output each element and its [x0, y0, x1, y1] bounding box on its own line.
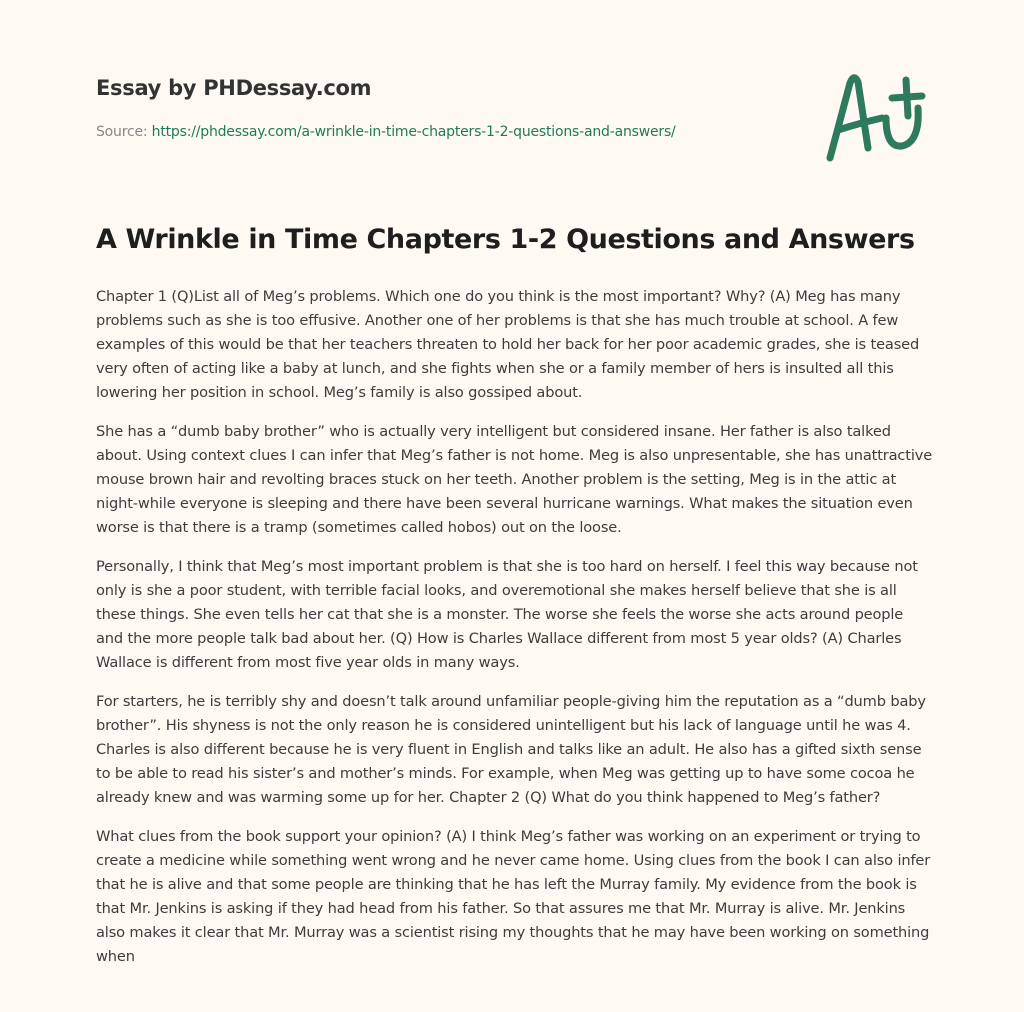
source-link[interactable]: https://phdessay.com/a-wrinkle-in-time-chapters-1-2-questions-and-answers/	[151, 124, 676, 140]
site-brand: Essay by PHDessay.com	[96, 76, 372, 100]
paragraph: Chapter 1 (Q)List all of Meg’s problems. Which one do you think is the most important? Why? (A) Meg has many problems such as she is too effusive. Another one of her problems is that she has much trouble at school. A few examples of this would be that her teachers threaten to hold her back for her poor academic grades, she is teased very often of acting like a baby at lunch, and she fights when she or a family member of hers is insulted all this lowering her position in school. Meg’s family is also gossiped about.	[96, 288, 920, 401]
page-title: A Wrinkle in Time Chapters 1-2 Questions and Answers	[96, 224, 915, 255]
paragraph: Personally, I think that Meg’s most important problem is that she is too hard on herself. I feel this way because not only is she a poor student, with terrible facial looks, and overemotional she makes herself believe that she is all these things. She even tells her cat that she is a monster. The worse she feels the worse she acts around people and the more people talk bad about her. (Q) How is Charles Wallace different from most 5 year olds? (A) Charles Wallace is different from most five year olds in many ways.	[96, 558, 918, 671]
paragraph: For starters, he is terribly shy and doesn’t talk around unfamiliar people-giving him the reputation as a “dumb baby brother”. His shyness is not the only reason he is considered unintelligent but his lack of language until he was 4. Charles is also different because he is very fluent in English and talks like an adult. He also has a gifted sixth sense to be able to read his sister’s and mother’s minds. For example, when Meg was getting up to have some cocoa he already knew and was warming some up for her. Chapter 2 (Q) What do you think happened to Meg’s father?	[96, 693, 926, 806]
paragraph: She has a “dumb baby brother” who is actually very intelligent but considered insane. Her father is also talked about. Using context clues I can infer that Meg’s father is not home. Meg is also unpresentable, she has unattractive mouse brown hair and revolting braces stuck on her teeth. Another problem is the setting, Meg is in the attic at night-while everyone is sleeping and there have been several hurricane warnings. What makes the situation even worse is that there is a tramp (sometimes called hobos) out on the loose.	[96, 423, 933, 536]
a-plus-logo-icon	[820, 68, 930, 164]
paragraph: What clues from the book support your opinion? (A) I think Meg’s father was working on an experiment or trying to create a medicine while something went wrong and he never came home. Using clues from the book I can also infer that he is alive and that some people are thinking that he has left the Murray family. My evidence from the book is that Mr. Jenkins is asking if they had head from his father. So that assures me that Mr. Murray is alive. Mr. Jenkins also makes it clear that Mr. Murray was a scientist rising my thoughts that he may have been working on something when	[96, 828, 931, 965]
source-label: Source:	[96, 124, 148, 140]
essay-body	[96, 285, 934, 984]
source-line	[96, 124, 676, 140]
